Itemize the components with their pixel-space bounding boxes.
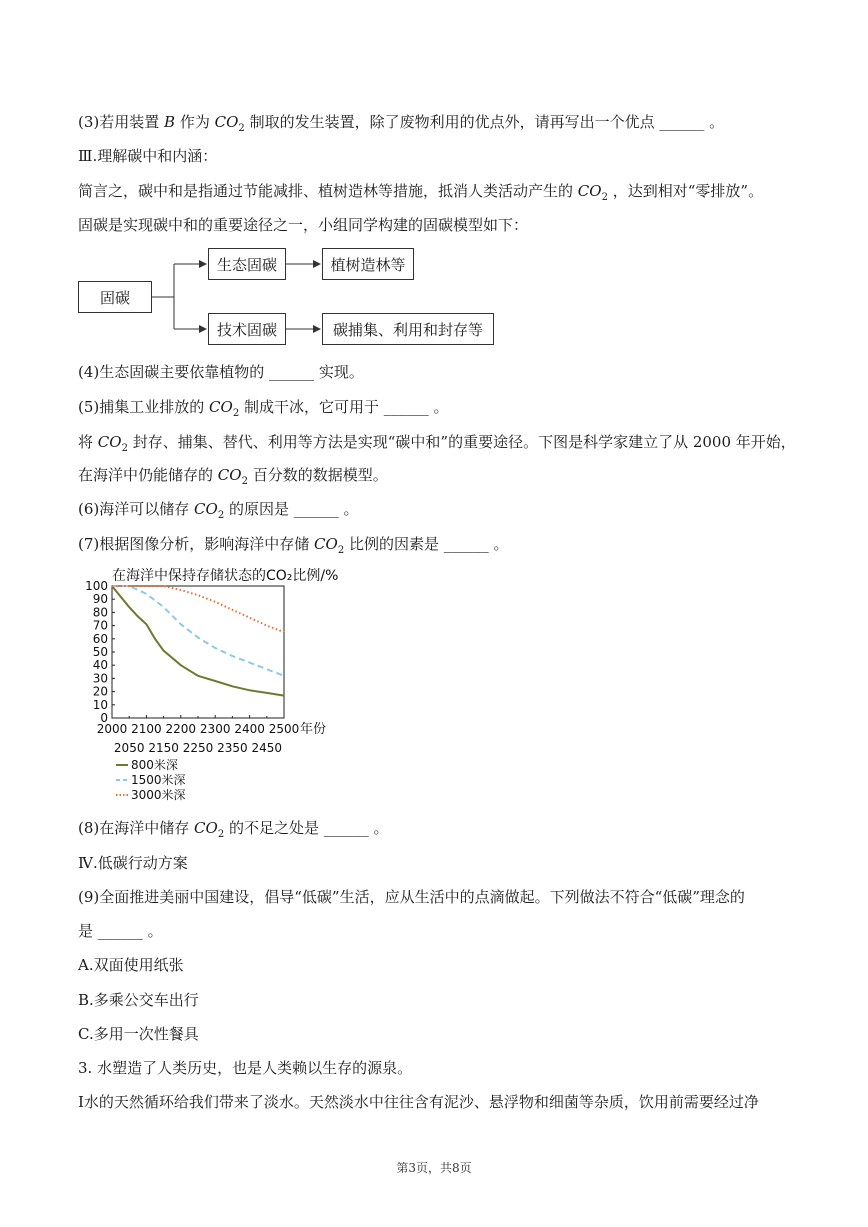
chart-xlabel: 年份 bbox=[300, 722, 327, 737]
x-tick-label: 2400 bbox=[234, 722, 265, 736]
page-footer: 第3页，共8页 bbox=[396, 1161, 472, 1175]
y-tick-label: 90 bbox=[92, 592, 108, 607]
paragraph-carbon-fixation: 固碳是实现碳中和的重要途径之一，小组同学构建的固碳模型如下： bbox=[78, 216, 529, 234]
flow-ccus-box: 碳捕集、利用和封存等 bbox=[322, 313, 494, 345]
device-b-label: B bbox=[164, 113, 176, 131]
option-a[interactable]: A.双面使用纸张 bbox=[78, 956, 184, 974]
co2-formula: $CO_2$ bbox=[194, 500, 225, 521]
y-tick-label: 100 bbox=[85, 579, 108, 593]
co2-formula: $CO_2$ bbox=[217, 466, 248, 487]
section-4-heading: Ⅳ.低碳行动方案 bbox=[78, 854, 188, 872]
x-tick-label: 2350 bbox=[217, 741, 248, 755]
x-tick-label: 2250 bbox=[182, 741, 214, 755]
x-tick-label: 2150 bbox=[148, 741, 179, 755]
answer-blank[interactable]: ______ bbox=[269, 363, 315, 381]
co2-formula: $CO_2$ bbox=[97, 433, 128, 454]
y-tick-label: 10 bbox=[92, 697, 108, 712]
legend-label-1: 800米深 bbox=[131, 758, 178, 772]
x-tick-label: 2200 bbox=[165, 722, 197, 736]
answer-blank[interactable]: ______ bbox=[443, 535, 489, 553]
series-line-2 bbox=[112, 586, 284, 676]
chart-plot-frame bbox=[112, 586, 284, 718]
answer-blank[interactable]: ______ bbox=[293, 500, 339, 518]
y-tick-label: 60 bbox=[92, 631, 108, 646]
y-tick-label: 50 bbox=[92, 645, 108, 659]
question-6: (6)海洋可以储存 $CO_2$ 的原因是 ______ 。 bbox=[78, 500, 359, 521]
answer-blank[interactable]: ______ bbox=[659, 113, 705, 131]
x-tick-label: 2500 bbox=[268, 722, 300, 736]
question-10-intro: 3. 水塑造了人类历史，也是人类赖以生存的源泉。 bbox=[78, 1059, 413, 1077]
co2-formula: $CO_2$ bbox=[209, 398, 240, 419]
y-tick-label: 80 bbox=[92, 605, 108, 620]
flow-afforestation-box: 植树造林等 bbox=[322, 248, 414, 280]
y-tick-label: 20 bbox=[92, 684, 108, 699]
flow-tech-fixation-box: 技术固碳 bbox=[208, 313, 286, 345]
question-7: (7)根据图像分析，影响海洋中存储 $CO_2$ 比例的因素是 ______ 。 bbox=[78, 535, 509, 556]
question-4: (4)生态固碳主要依靠植物的 ______ 实现。 bbox=[78, 363, 364, 381]
question-9-line1: (9)全面推进美丽中国建设，倡导“低碳”生活，应从生活中的点滴做起。下列做法不符合“低碳”理念的 bbox=[78, 888, 745, 906]
paragraph-carbon-neutral: 简言之，碳中和是指通过节能减排、植树造林等措施，抵消人类活动产生的 $CO_2$ ，达到相对“零排放”。 bbox=[78, 182, 764, 203]
legend-label-3: 3000米深 bbox=[131, 788, 186, 802]
answer-blank[interactable]: ______ bbox=[323, 819, 369, 837]
x-tick-label: 2100 bbox=[131, 722, 162, 736]
question-5: (5)捕集工业排放的 $CO_2$ 制成干冰，它可用于 ______ 。 bbox=[78, 398, 449, 419]
co2-formula: $CO_2$ bbox=[194, 819, 225, 840]
legend-label-2: 1500米深 bbox=[131, 773, 186, 787]
answer-blank[interactable]: ______ bbox=[97, 922, 143, 940]
x-tick-label: 2300 bbox=[199, 722, 231, 736]
y-tick-label: 70 bbox=[92, 618, 108, 633]
question-9-line2: 是 ______ 。 bbox=[78, 922, 163, 940]
section-3-heading: Ⅲ.理解碳中和内涵： bbox=[78, 147, 218, 165]
co2-formula: $CO_2$ bbox=[214, 113, 245, 134]
y-tick-label: 30 bbox=[92, 671, 108, 686]
x-tick-label: 2000 bbox=[96, 722, 128, 736]
question-8: (8)在海洋中储存 $CO_2$ 的不足之处是 ______ 。 bbox=[78, 819, 389, 840]
y-tick-label: 0 bbox=[100, 711, 108, 725]
paragraph-ocean-line1: 将 $CO_2$ 封存、捕集、替代、利用等方法是实现“碳中和”的重要途径。下图是科学家建立了从 2000 年开始， bbox=[78, 433, 796, 454]
flow-root-box: 固碳 bbox=[78, 281, 152, 313]
x-tick-label: 2050 bbox=[113, 741, 145, 755]
chart-title: 在海洋中保持存储状态的CO₂比例/% bbox=[112, 568, 339, 584]
co2-formula: $CO_2$ bbox=[314, 535, 345, 556]
series-line-1 bbox=[112, 586, 284, 696]
option-b[interactable]: B.多乘公交车出行 bbox=[78, 991, 199, 1009]
question-3: (3)若用装置 B 作为 $CO_2$ 制取的发生装置，除了废物利用的优点外，请再写出一个优点 ______ 。 bbox=[78, 113, 725, 134]
x-tick-label: 2450 bbox=[251, 741, 283, 755]
y-tick-label: 40 bbox=[92, 658, 108, 673]
paragraph-water: Ⅰ水的天然循环给我们带来了淡水。天然淡水中往往含有泥沙、悬浮物和细菌等杂质，饮用前需要经过净 bbox=[78, 1093, 759, 1111]
answer-blank[interactable]: ______ bbox=[383, 398, 429, 416]
series-line-3 bbox=[112, 586, 284, 632]
option-c[interactable]: C.多用一次性餐具 bbox=[78, 1025, 199, 1043]
flow-eco-fixation-box: 生态固碳 bbox=[208, 248, 286, 280]
paragraph-ocean-line2: 在海洋中仍能储存的 $CO_2$ 百分数的数据模型。 bbox=[78, 466, 388, 487]
co2-formula: $CO_2$ bbox=[577, 182, 608, 203]
